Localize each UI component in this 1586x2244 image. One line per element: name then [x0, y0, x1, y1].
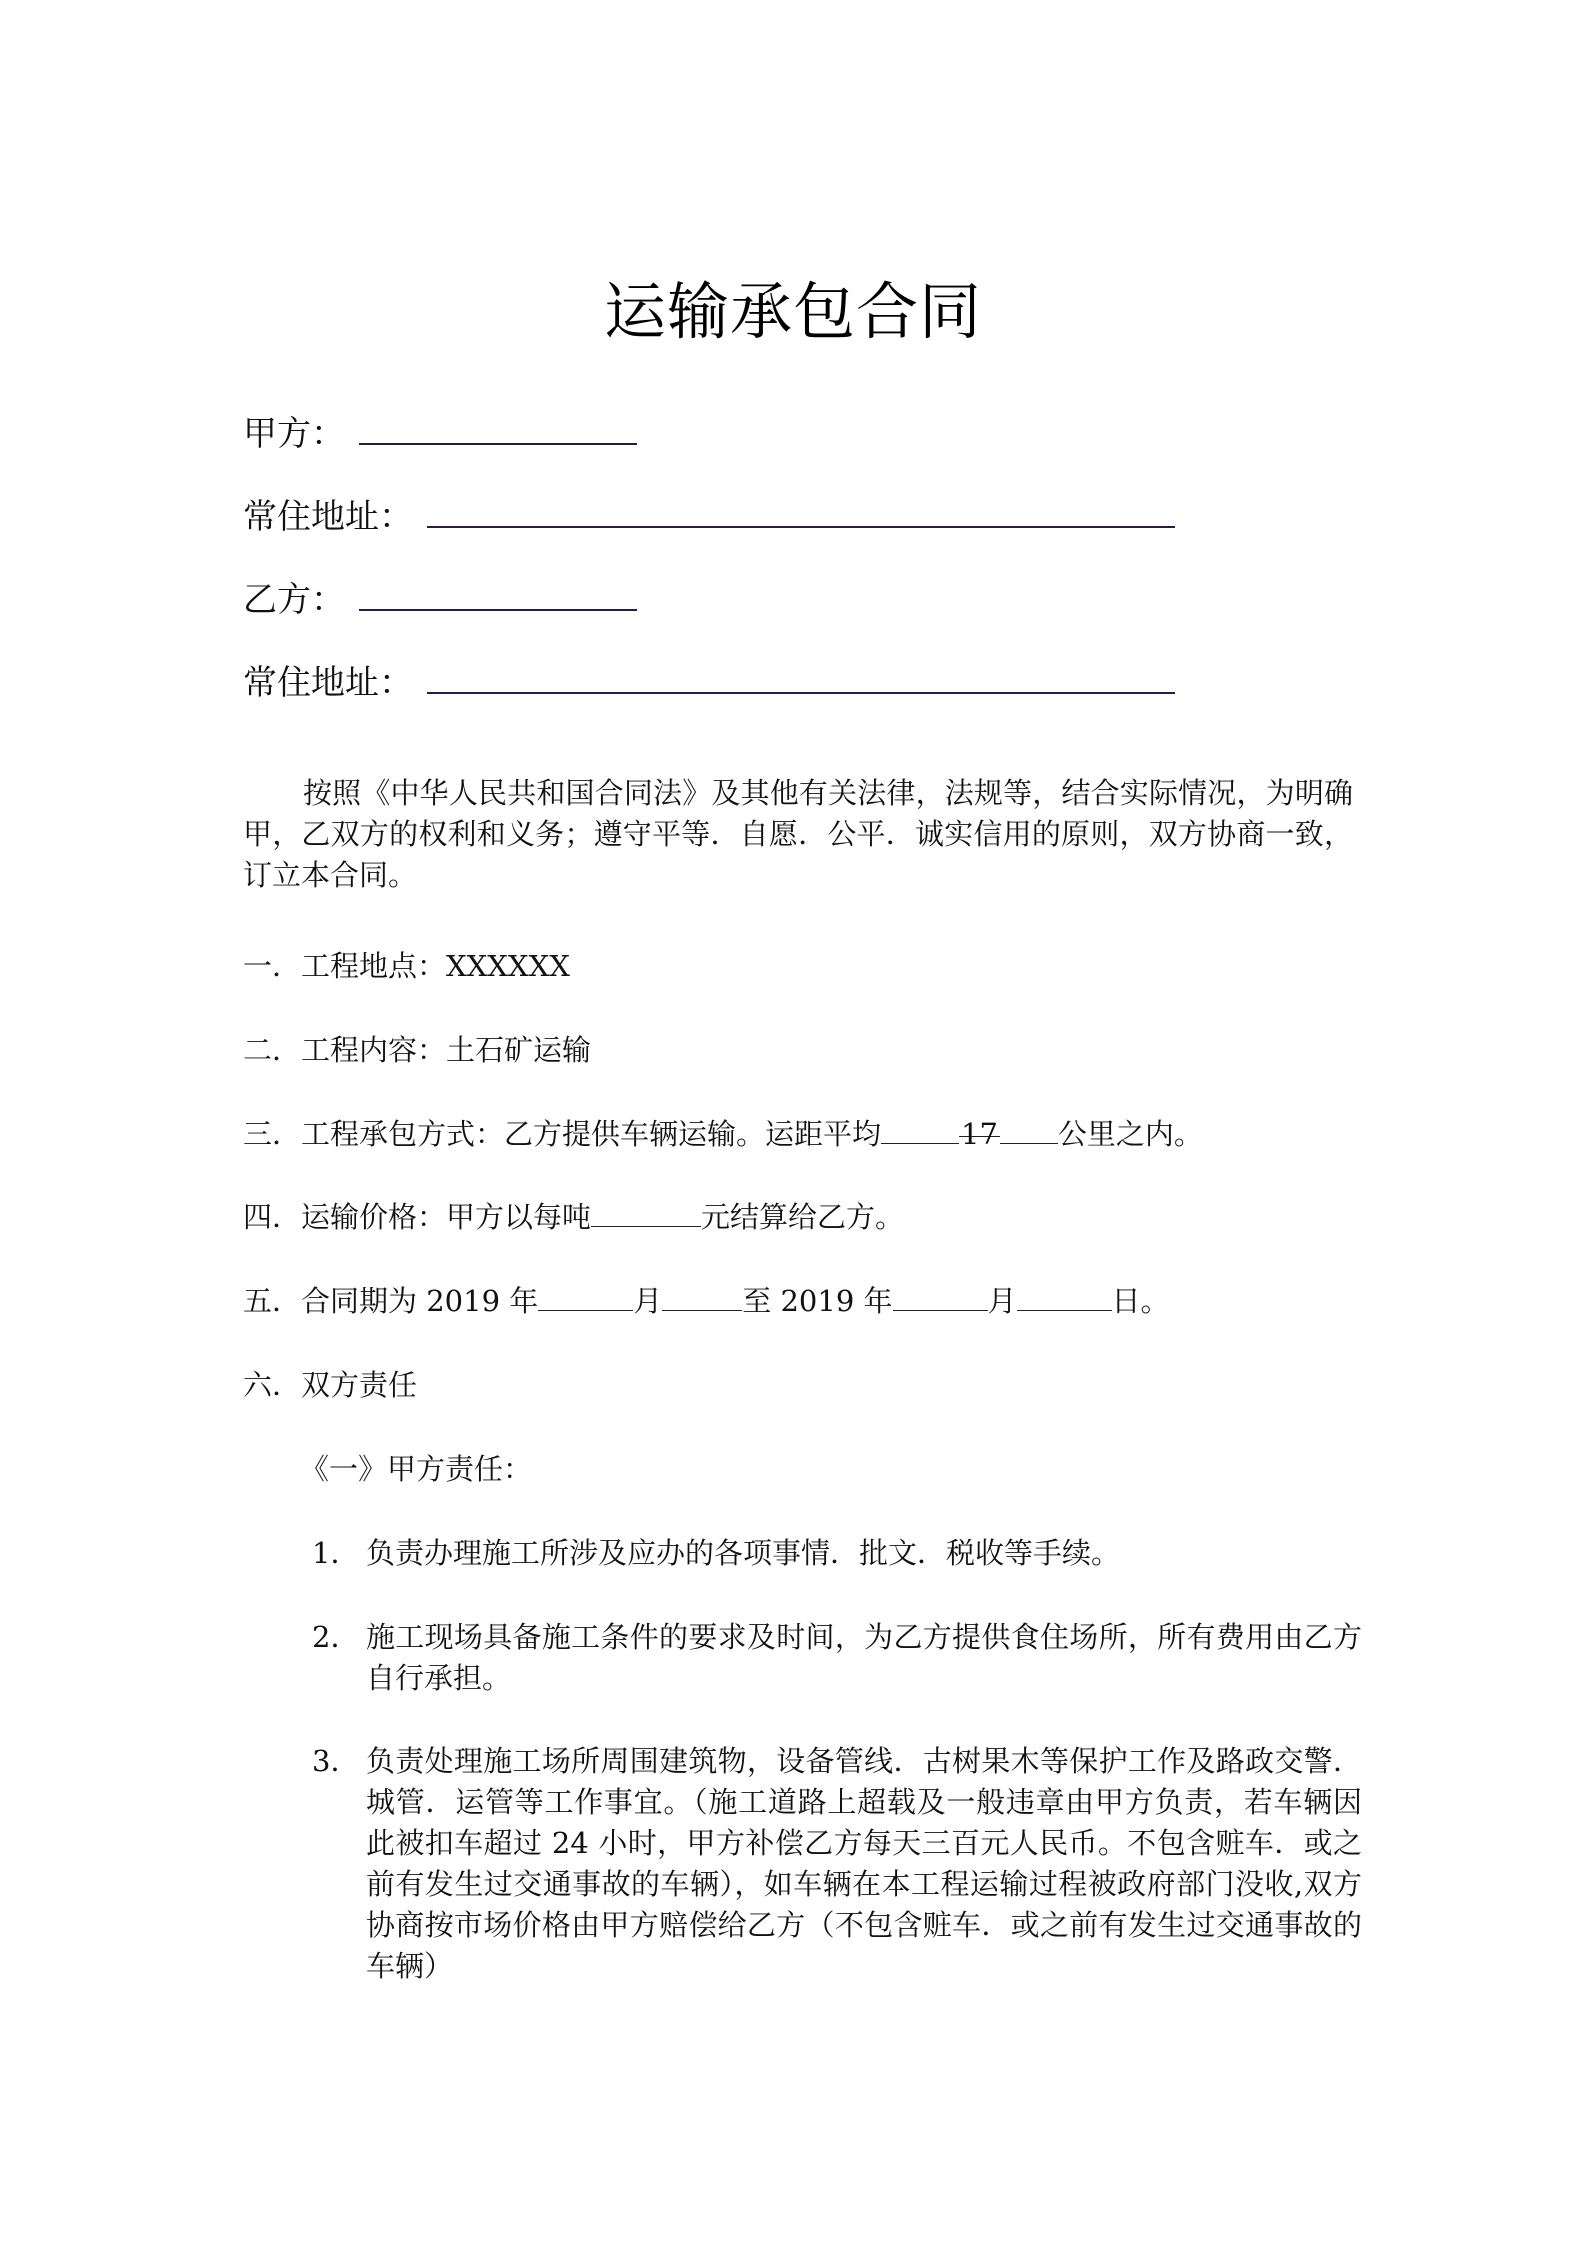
section-4-price: [243, 1197, 904, 1238]
party-a-label: 甲方：: [243, 414, 345, 454]
party-b-label: 乙方：: [243, 580, 345, 620]
item-number: 2．: [312, 1620, 360, 1654]
section-3-suffix: 公里之内。: [1057, 1117, 1203, 1151]
item-text: 施工现场具备施工条件的要求及时间，为乙方提供食住场所，所有费用由乙方自行承担。: [366, 1620, 1362, 1695]
section-5-period: [243, 1281, 1170, 1322]
end-month-blank[interactable]: [893, 1288, 988, 1311]
start-day-blank[interactable]: [662, 1288, 742, 1311]
section-3-prefix: 三．工程承包方式：乙方提供车辆运输。运距平均: [243, 1117, 882, 1151]
section-4-suffix: 元结算给乙方。: [701, 1200, 905, 1234]
party-b-address-blank[interactable]: [427, 666, 1175, 694]
party-a-blank[interactable]: [359, 417, 637, 445]
distance-value[interactable]: 17: [959, 1114, 1000, 1137]
distance-blank-right: [1000, 1121, 1058, 1144]
start-month-blank[interactable]: [538, 1288, 633, 1311]
party-a-address-field: [243, 495, 1175, 539]
party-b-blank[interactable]: [359, 583, 637, 611]
section-5-start-year: 五．合同期为 2019 年: [243, 1284, 539, 1318]
party-a-address-blank[interactable]: [427, 500, 1175, 528]
section-5-month-label: 月: [633, 1284, 663, 1318]
end-day-blank[interactable]: [1017, 1288, 1112, 1311]
subsection-party-a-responsibilities: 《一》甲方责任：: [300, 1452, 533, 1486]
distance-blank-left: [881, 1121, 959, 1144]
responsibility-item: [312, 1741, 1362, 1987]
section-5-month-label-2: 月: [987, 1284, 1017, 1318]
item-text: 负责办理施工所涉及应办的各项事情．批文．税收等手续。: [366, 1536, 1121, 1570]
price-blank[interactable]: [591, 1204, 701, 1227]
party-a-field: [243, 412, 637, 456]
responsibility-item: [312, 1617, 1362, 1699]
section-6-responsibilities: 六．双方责任: [243, 1368, 418, 1402]
document-title: 运输承包合同: [603, 275, 982, 348]
party-b-address-label: 常住地址：: [243, 663, 413, 703]
section-3-method: [243, 1114, 1203, 1155]
section-5-end-year: 至 2019 年: [742, 1284, 893, 1318]
section-2-content: 二．工程内容：土石矿运输: [243, 1033, 592, 1067]
item-text: 负责处理施工场所周围建筑物，设备管线．古树果木等保护工作及路政交警．城管．运管等工作事宜。（施工道路上超载及一般违章由甲方负责，若车辆因此被扣车超过 24 小时，甲方补偿乙方每天三百元人民币。不包含赃车．或之前有发生过交通事故的车辆），如车辆在本工程运输过程被政府部门没收,双方协商按市场价格由甲方赔偿给乙方（不包含赃车．或之前有发生过交通事故的车辆）: [366, 1744, 1362, 1983]
section-5-day-label: 日。: [1111, 1284, 1170, 1318]
section-4-prefix: 四．运输价格：甲方以每吨: [243, 1200, 592, 1234]
preamble-paragraph: 按照《中华人民共和国合同法》及其他有关法律，法规等，结合实际情况，为明确甲，乙双方的权利和义务；遵守平等．自愿．公平．诚实信用的原则，双方协商一致，订立本合同。: [243, 776, 1353, 892]
section-1-location: 一．工程地点：XXXXXX: [243, 949, 570, 983]
item-number: 1．: [312, 1536, 360, 1570]
party-b-field: [243, 578, 637, 622]
party-b-address-field: [243, 661, 1175, 705]
item-number: 3．: [312, 1744, 360, 1778]
party-a-address-label: 常住地址：: [243, 497, 413, 537]
responsibility-item: [312, 1533, 1362, 1574]
